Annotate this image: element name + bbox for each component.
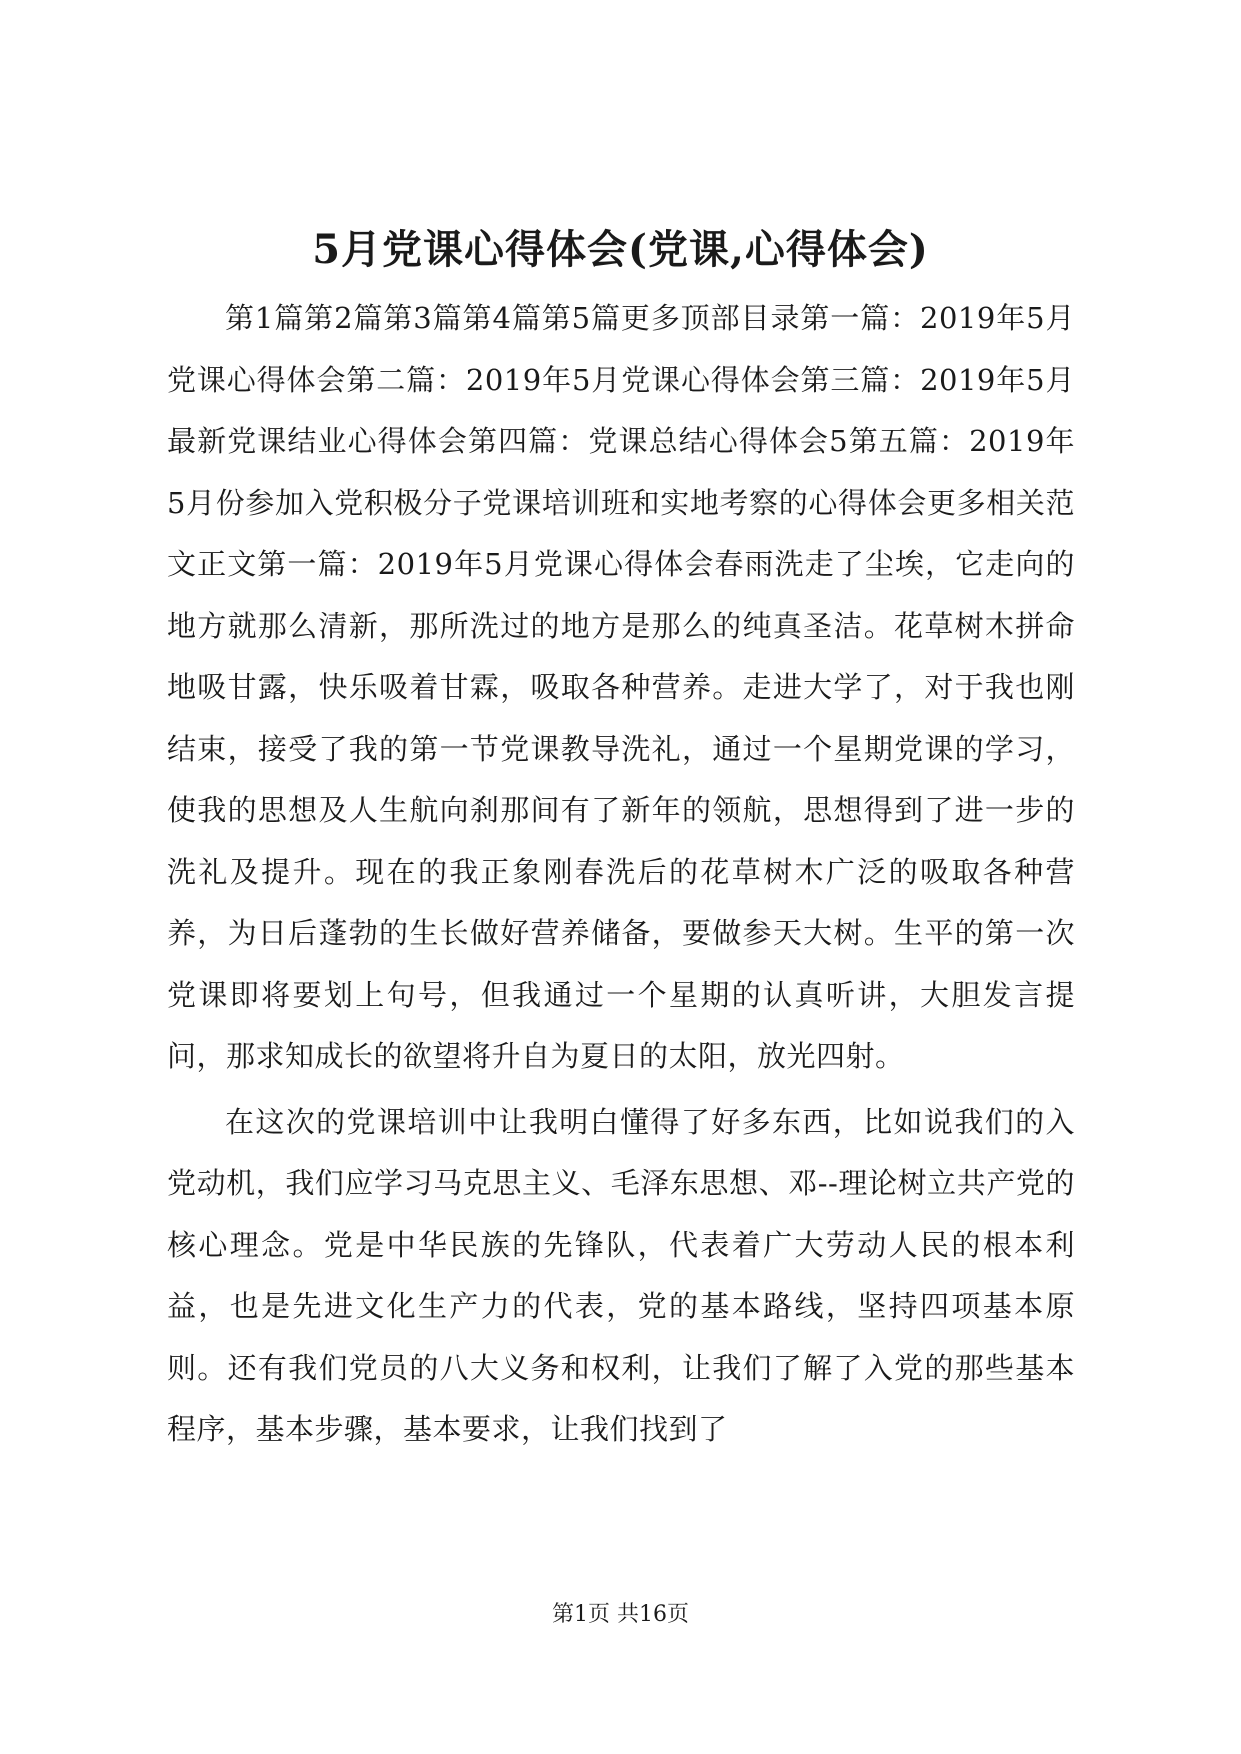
page-number-footer: 第1页 共16页 — [552, 1602, 689, 1627]
document-body — [167, 288, 1075, 1461]
document-title: 5月党课心得体会(党课,心得体会) — [312, 226, 929, 273]
paragraph: 第1篇第2篇第3篇第4篇第5篇更多顶部目录第一篇：2019年5月党课心得体会第二篇：2019年5月党课心得体会第三篇：2019年5月最新党课结业心得体会第四篇：党课总结心得体会5第五篇：2019年5月份参加入党积极分子党课培训班和实地考察的心得体会更多相关范文正文第一篇：2019年5月党课心得体会春雨洗走了尘埃，它走向的地方就那么清新，那所洗过的地方是那么的纯真圣洁。花草树木拼命地吸甘露，快乐吸着甘霖，吸取各种营养。走进大学了，对于我也刚结束，接受了我的第一节党课教导洗礼，通过一个星期党课的学习，使我的思想及人生航向刹那间有了新年的领航，思想得到了进一步的洗礼及提升。现在的我正象刚春洗后的花草树木广泛的吸取各种营养，为日后蓬勃的生长做好营养储备，要做参天大树。生平的第一次党课即将要划上句号，但我通过一个星期的认真听讲，大胆发言提问，那求知成长的欲望将升自为夏日的太阳，放光四射。 — [167, 301, 1075, 1073]
paragraph: 在这次的党课培训中让我明白懂得了好多东西，比如说我们的入党动机，我们应学习马克思主义、毛泽东思想、邓--理论树立共产党的核心理念。党是中华民族的先锋队，代表着广大劳动人民的根本利益，也是先进文化生产力的代表，党的基本路线，坚持四项基本原则。还有我们党员的八大义务和权利，让我们了解了入党的那些基本程序，基本步骤，基本要求，让我们找到了 — [167, 1104, 1075, 1446]
